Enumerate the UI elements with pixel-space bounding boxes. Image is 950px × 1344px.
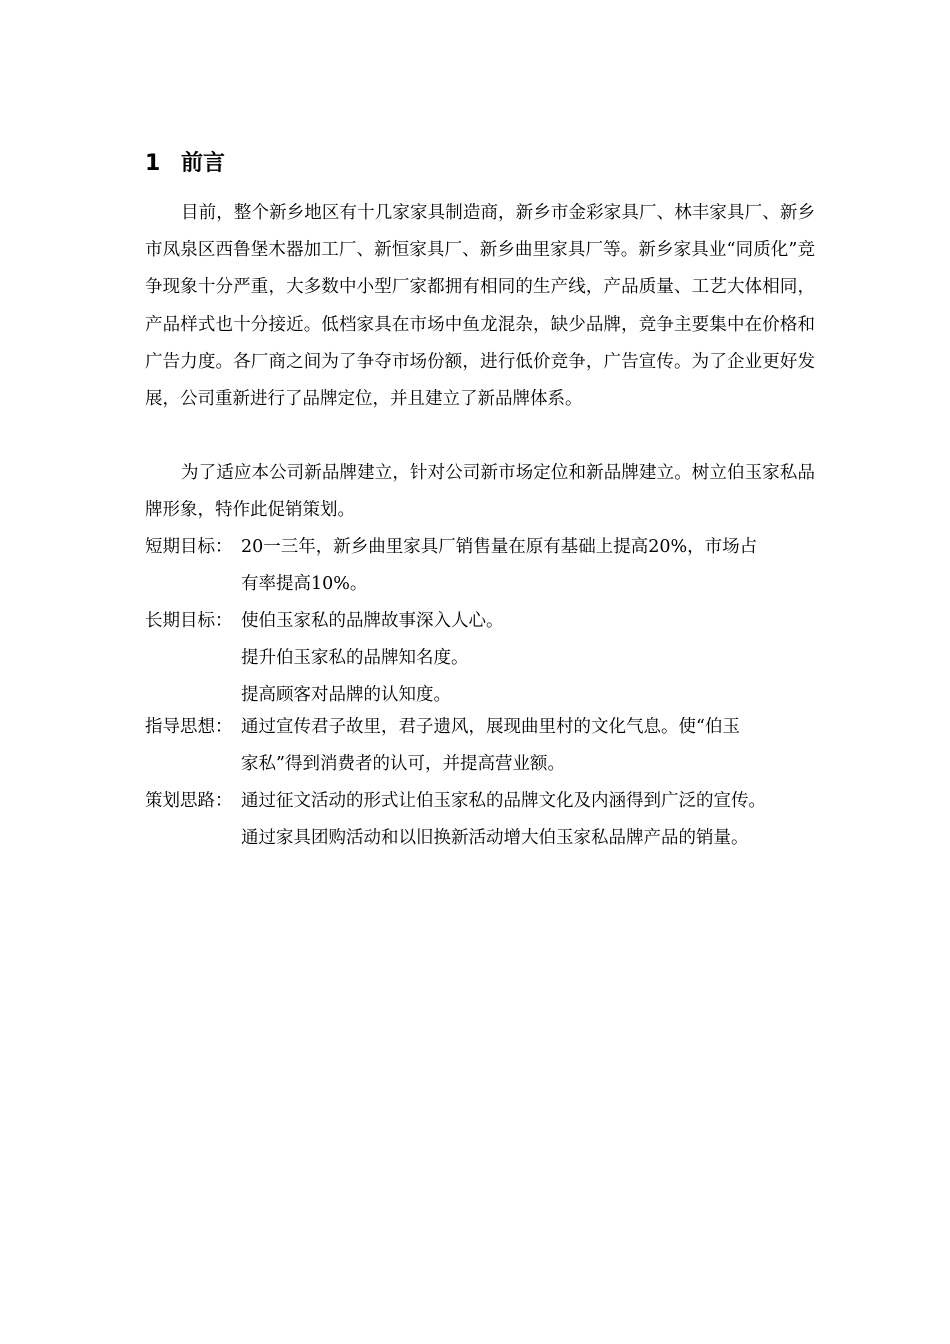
item-line: 通过征文活动的形式让伯玉家私的品牌文化及内涵得到广泛的宣传。 xyxy=(241,791,766,811)
section-number: 1 xyxy=(145,151,161,176)
planning-approach xyxy=(145,783,825,857)
guiding-idea xyxy=(145,709,825,783)
item-label: 指导思想： xyxy=(145,717,233,737)
purpose-paragraph: 为了适应本公司新品牌建立，针对公司新市场定位和新品牌建立。树立伯玉家私品牌形象，特作此促销策划。 xyxy=(145,463,815,521)
item-line: 使伯玉家私的品牌故事深入人心。 xyxy=(241,611,504,631)
item-body xyxy=(241,529,825,603)
section-title: 前言 xyxy=(181,151,226,176)
item-line: 提升伯玉家私的品牌知名度。 xyxy=(241,648,469,669)
item-body xyxy=(241,783,825,857)
item-line: 家私”得到消费者的认可，并提高营业额。 xyxy=(241,754,565,775)
intro-paragraph: 目前，整个新乡地区有十几家家具制造商，新乡市金彩家具厂、林丰家具厂、新乡市凤泉区西鲁堡木器加工厂、新恒家具厂、新乡曲里家具厂等。新乡家具业“同质化”竞争现象十分严重，大多数中小型厂家都拥有相同的生产线，产品质量、工艺大体相同，产品样式也十分接近。低档家具在市场中鱼龙混杂，缺少品牌，竞争主要集中在价格和广告力度。各厂商之间为了争夺市场份额，进行低价竞争，广告宣传。为了企业更好发展，公司重新进行了品牌定位，并且建立了新品牌体系。 xyxy=(145,203,815,410)
item-line: 通过宣传君子故里，君子遗风，展现曲里村的文化气息。使“伯玉 xyxy=(241,717,740,737)
item-line: 提高顾客对品牌的认知度。 xyxy=(241,685,451,706)
item-label: 长期目标： xyxy=(145,611,233,631)
item-body xyxy=(241,603,825,715)
item-body xyxy=(241,709,825,783)
long-term-goal xyxy=(145,603,825,715)
item-label: 短期目标： xyxy=(145,537,233,557)
item-line: 通过家具团购活动和以旧换新活动增大伯玉家私品牌产品的销量。 xyxy=(241,828,749,849)
short-term-goal xyxy=(145,529,825,603)
item-line: 有率提高10%。 xyxy=(241,574,368,595)
item-label: 策划思路： xyxy=(145,791,233,811)
item-line: 20一三年，新乡曲里家具厂销售量在原有基础上提高20%，市场占 xyxy=(241,537,758,557)
section-heading xyxy=(145,146,225,182)
